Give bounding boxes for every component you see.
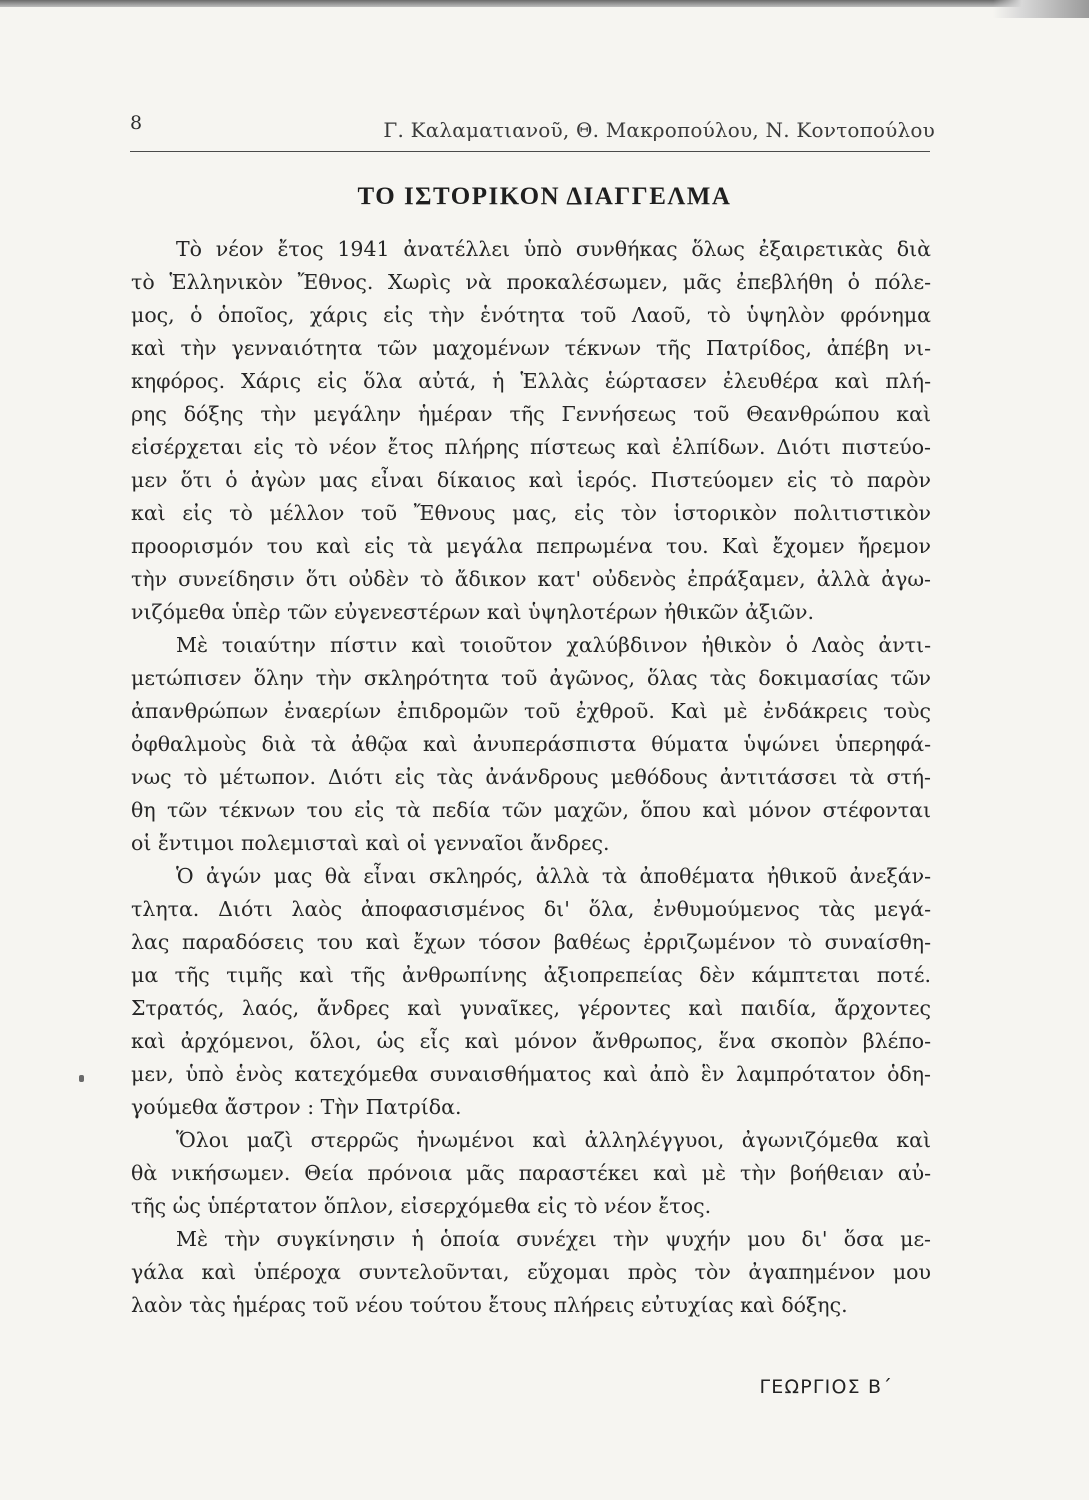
text-line: τὴν συνείδησιν ὅτι οὐδὲν τὸ ἄδικον κατ' οὐδενὸς ἐπράξαμεν, ἀλλὰ ἀγω-: [131, 567, 931, 591]
text-line: γούμεθα ἄστρον : Τὴν Πατρίδα.: [131, 1095, 462, 1119]
text-line: μα τῆς τιμῆς καὶ τῆς ἀνθρωπίνης ἀξιοπρεπείας δὲν κάμπτεται ποτέ.: [131, 963, 931, 987]
text-line: μος, ὁ ὁποῖος, χάρις εἰς τὴν ἑνότητα τοῦ Λαοῦ, τὸ ὑψηλὸν φρόνημα: [131, 303, 931, 327]
text-line: λας παραδόσεις του καὶ ἔχων τόσον βαθέως ἐρριζωμένον τὸ συναίσθη-: [131, 930, 931, 954]
header-rule: [130, 151, 930, 152]
page-header: [130, 112, 935, 142]
text-line: οἱ ἔντιμοι πολεμισταὶ καὶ οἱ γενναῖοι ἄνδρες.: [131, 831, 610, 855]
margin-mark: [79, 1075, 84, 1082]
text-line: Μὲ τοιαύτην πίστιν καὶ τοιοῦτον χαλύβδινον ἠθικὸν ὁ Λαὸς ἀντι-: [176, 633, 931, 657]
scan-corner-shadow: [993, 0, 1089, 18]
signature: ΓΕΩΡΓΙΟΣ Β΄: [759, 1376, 893, 1398]
text-line: Ὁ ἀγών μας θὰ εἶναι σκληρός, ἀλλὰ τὰ ἀποθέματα ἠθικοῦ ἀνεξάν-: [176, 864, 931, 888]
text-line: καὶ τὴν γενναιότητα τῶν μαχομένων τέκνων τῆς Πατρίδος, ἀπέβη νι-: [131, 336, 931, 360]
scan-top-edge: [0, 0, 1089, 7]
running-head: Γ. Καλαματιανοῦ, Θ. Μακροπούλου, Ν. Κοντοπούλου: [383, 118, 935, 142]
text-line: νως τὸ μέτωπον. Διότι εἰς τὰς ἀνάνδρους μεθόδους ἀντιτάσσει τὰ στή-: [131, 765, 931, 789]
text-line: μεν, ὑπὸ ἑνὸς κατεχόμεθα συναισθήματος καὶ ἀπὸ ἓν λαμπρότατον ὁδη-: [131, 1062, 931, 1086]
text-line: λαὸν τὰς ἡμέρας τοῦ νέου τούτου ἔτους πλήρεις εὐτυχίας καὶ δόξης.: [131, 1293, 848, 1317]
text-line: Μὲ τὴν συγκίνησιν ἡ ὁποία συνέχει τὴν ψυχήν μου δι' ὅσα με-: [176, 1227, 931, 1251]
text-line: μεν ὅτι ὁ ἀγὼν μας εἶναι δίκαιος καὶ ἱερός. Πιστεύομεν εἰς τὸ παρὸν: [131, 468, 931, 492]
text-line: Στρατός, λαός, ἄνδρες καὶ γυναῖκες, γέροντες καὶ παιδία, ἄρχοντες: [131, 996, 931, 1020]
text-line: καὶ εἰς τὸ μέλλον τοῦ Ἔθνους μας, εἰς τὸν ἱστορικὸν πολιτιστικὸν: [131, 501, 931, 525]
text-line: Ὅλοι μαζὶ στερρῶς ἡνωμένοι καὶ ἀλληλέγγυοι, ἀγωνιζόμεθα καὶ: [176, 1128, 931, 1152]
text-line: τὸ Ἑλληνικὸν Ἔθνος. Χωρὶς νὰ προκαλέσωμεν, μᾶς ἐπεβλήθη ὁ πόλε-: [131, 270, 931, 294]
text-line: τλητα. Διότι λαὸς ἀποφασισμένος δι' ὅλα, ἐνθυμούμενος τὰς μεγά-: [131, 897, 931, 921]
text-line: ρης δόξης τὴν μεγάλην ἡμέραν τῆς Γεννήσεως τοῦ Θεανθρώπου καὶ: [131, 402, 931, 426]
text-line: καὶ ἀρχόμενοι, ὅλοι, ὡς εἷς καὶ μόνον ἄνθρωπος, ἕνα σκοπὸν βλέπο-: [131, 1029, 931, 1053]
page-number: 8: [130, 112, 143, 134]
text-line: νιζόμεθα ὑπὲρ τῶν εὐγενεστέρων καὶ ὑψηλοτέρων ἠθικῶν ἀξιῶν.: [131, 600, 814, 624]
text-line: τῆς ὡς ὑπέρτατον ὅπλον, εἰσερχόμεθα εἰς τὸ νέον ἔτος.: [131, 1194, 712, 1218]
proclamation-text: [131, 233, 931, 1322]
text-line: εἰσέρχεται εἰς τὸ νέον ἔτος πλήρης πίστεως καὶ ἐλπίδων. Διότι πιστεύο-: [131, 435, 931, 459]
text-line: θὰ νικήσωμεν. Θεία πρόνοια μᾶς παραστέκει καὶ μὲ τὴν βοήθειαν αὐ-: [131, 1161, 931, 1185]
text-line: θη τῶν τέκνων του εἰς τὰ πεδία τῶν μαχῶν, ὅπου καὶ μόνον στέφονται: [131, 798, 931, 822]
text-line: γάλα καὶ ὑπέροχα συντελοῦνται, εὔχομαι πρὸς τὸν ἀγαπημένον μου: [131, 1260, 931, 1284]
text-line: Τὸ νέον ἔτος 1941 ἀνατέλλει ὑπὸ συνθήκας ὅλως ἐξαιρετικὰς διὰ: [176, 237, 931, 261]
page-title: ΤΟ ΙΣΤΟΡΙΚΟΝ ΔΙΑΓΓΕΛΜΑ: [357, 183, 732, 210]
text-line: κηφόρος. Χάρις εἰς ὅλα αὐτά, ἡ Ἑλλὰς ἑώρτασεν ἐλευθέρα καὶ πλή-: [131, 369, 931, 393]
text-line: μετώπισεν ὅλην τὴν σκληρότητα τοῦ ἀγῶνος, ὅλας τὰς δοκιμασίας τῶν: [131, 666, 931, 690]
text-line: ὀφθαλμοὺς διὰ τὰ ἀθῷα καὶ ἀνυπεράσπιστα θύματα ὑψώνει ὑπερηφά-: [131, 732, 931, 756]
text-line: ἀπανθρώπων ἐναερίων ἐπιδρομῶν τοῦ ἐχθροῦ. Καὶ μὲ ἐνδάκρεις τοὺς: [131, 699, 931, 723]
text-line: προορισμόν του καὶ εἰς τὰ μεγάλα πεπρωμένα του. Καὶ ἔχομεν ἤρεμον: [131, 534, 931, 558]
